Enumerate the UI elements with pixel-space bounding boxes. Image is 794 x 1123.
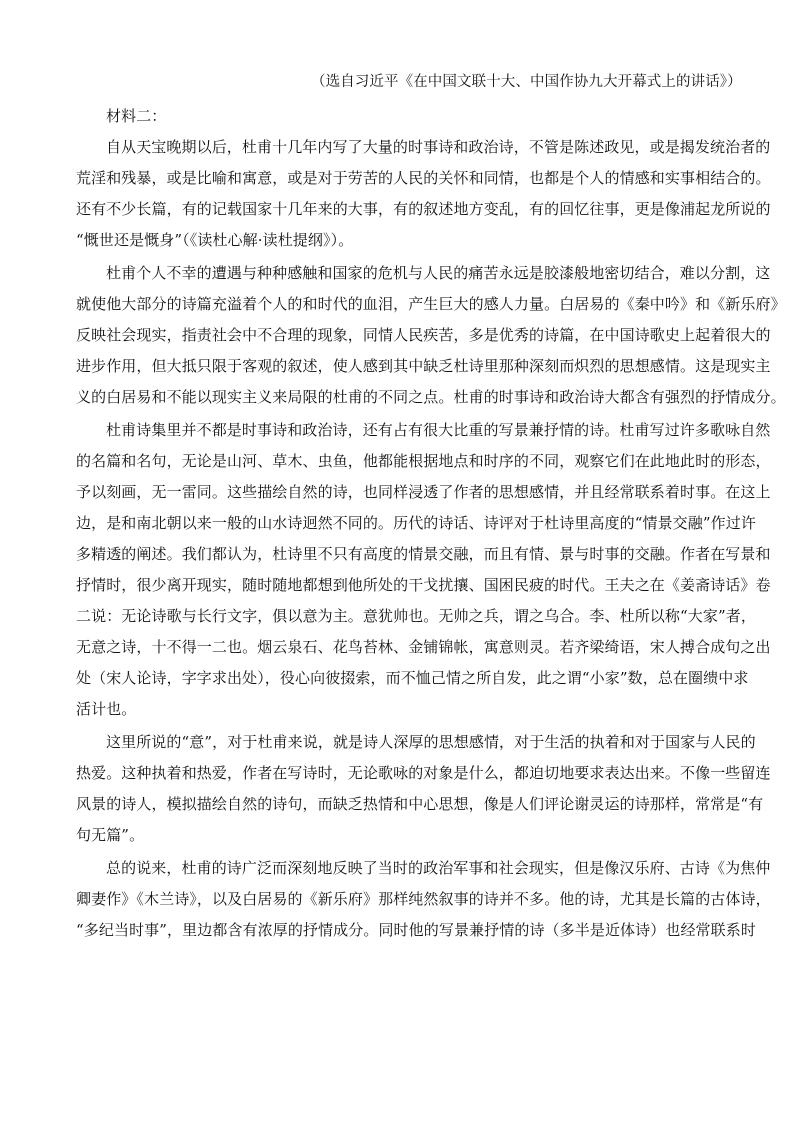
paragraph-2-line-1: 杜甫个人不幸的遭遇与种种感触和国家的危机与人民的痛苦永远是胶漆般地密切结合，难以分割，这 [106,264,771,282]
citation: （选自习近平《在中国文联十大、中国作协九大开幕式上的讲话》） [311,74,742,90]
paragraph-5-line-3: “多纪当时事”，里边都含有浓厚的抒情成分。同时他的写景兼抒情的诗（多半是近体诗）也经常联系时 [76,921,756,939]
paragraph-3-line-6: 抒情时，很少离开现实，随时随地都想到他所处的干戈扰攘、国困民疲的时代。王夫之在《姜斋诗话》卷 [76,576,771,594]
paragraph-3-line-4: 边，是和南北朝以来一般的山水诗迥然不同的。历代的诗话、诗评对于杜诗里高度的“情景交融”作过许 [76,514,756,532]
paragraph-3-line-2: 的名篇和名句，无论是山河、草木、虫鱼，他都能根据地点和时序的不同，观察它们在此地此时的形态， [76,452,771,470]
paragraph-3-line-1: 杜甫诗集里并不都是时事诗和政治诗，还有占有很大比重的写景兼抒情的诗。杜甫写过许多歌咏自然 [106,421,771,439]
paragraph-1-line-4: “慨世还是慨身”（《读杜心解·读杜提纲》）。 [76,231,354,249]
paragraph-3-line-8: 无意之诗，十不得一二也。烟云泉石、花鸟苔林、金铺锦帐，寓意则灵。若齐梁绮语，宋人搏合成句之出 [76,638,771,656]
paragraph-2-line-4: 进步作用，但大抵只限于客观的叙述，使人感到其中缺乏杜诗里那种深刻而炽烈的思想感情。这是现实主 [76,357,771,375]
paragraph-5-line-1: 总的说来，杜甫的诗广泛而深刻地反映了当时的政治军事和社会现实，但是像汉乐府、古诗《为焦仲 [106,859,771,877]
paragraph-4-line-4: 句无篇”。 [76,826,145,844]
paragraph-1-line-1: 自从天宝晚期以后，杜甫十几年内写了大量的时事诗和政治诗，不管是陈述政见，或是揭发统治者的 [106,138,771,156]
paragraph-3-line-7: 二说：无论诗歌与长行文字，俱以意为主。意犹帅也。无帅之兵，谓之乌合。李、杜所以称“大家”者， [76,607,756,625]
paragraph-2-line-3: 反映社会现实，指责社会中不合理的现象，同情人民疾苦，多是优秀的诗篇，在中国诗歌史上起着很大的 [76,326,771,344]
paragraph-4-line-3: 风景的诗人，模拟描绘自然的诗句，而缺乏热情和中心思想，像是人们评论谢灵运的诗那样，常常是“有 [76,795,764,813]
paragraph-2-line-2: 就使他大部分的诗篇充溢着个人的和时代的血泪，产生巨大的感人力量。白居易的《秦中吟》和《新乐府》 [76,295,786,313]
paragraph-1-line-2: 荒淫和残暴，或是比喻和寓意，或是对于劳苦的人民的关怀和同情，也都是个人的情感和实事相结合的。 [76,169,771,187]
paragraph-5-line-2: 卿妻作》《木兰诗》，以及白居易的《新乐府》那样纯然叙事的诗并不多。他的诗，尤其是长篇的古体诗， [76,890,771,908]
paragraph-3-line-10: 活计也。 [76,700,137,718]
paragraph-4-line-1: 这里所说的“意”，对于杜甫来说，就是诗人深厚的思想感情，对于生活的执着和对于国家与人民的 [106,733,756,751]
paragraph-3-line-5: 多精透的阐述。我们都认为，杜诗里不只有高度的情景交融，而且有情、景与时事的交融。作者在写景和 [76,545,771,563]
paragraph-3-line-3: 予以刻画，无一雷同。这些描绘自然的诗，也同样浸透了作者的思想感情，并且经常联系着时事。在这上 [76,483,771,501]
paragraph-3-line-9: 处（宋人论诗，字字求出处），役心向彼掇索，而不恤己情之所自发，此之谓“小家”数，总在圈缋中求 [76,669,749,687]
paragraph-2-line-5: 义的白居易和不能以现实主义来局限的杜甫的不同之点。杜甫的时事诗和政治诗大都含有强烈的抒情成分。 [76,388,786,406]
paragraph-4-line-2: 热爱。这种执着和热爱，作者在写诗时，无论歌咏的对象是什么，都迫切地要求表达出来。不像一些留连 [76,764,771,782]
paragraph-1-line-3: 还有不少长篇，有的记载国家十几年来的大事，有的叙述地方变乱，有的回忆往事，更是像浦起龙所说的 [76,200,771,218]
material-heading: 材料二： [106,107,167,125]
